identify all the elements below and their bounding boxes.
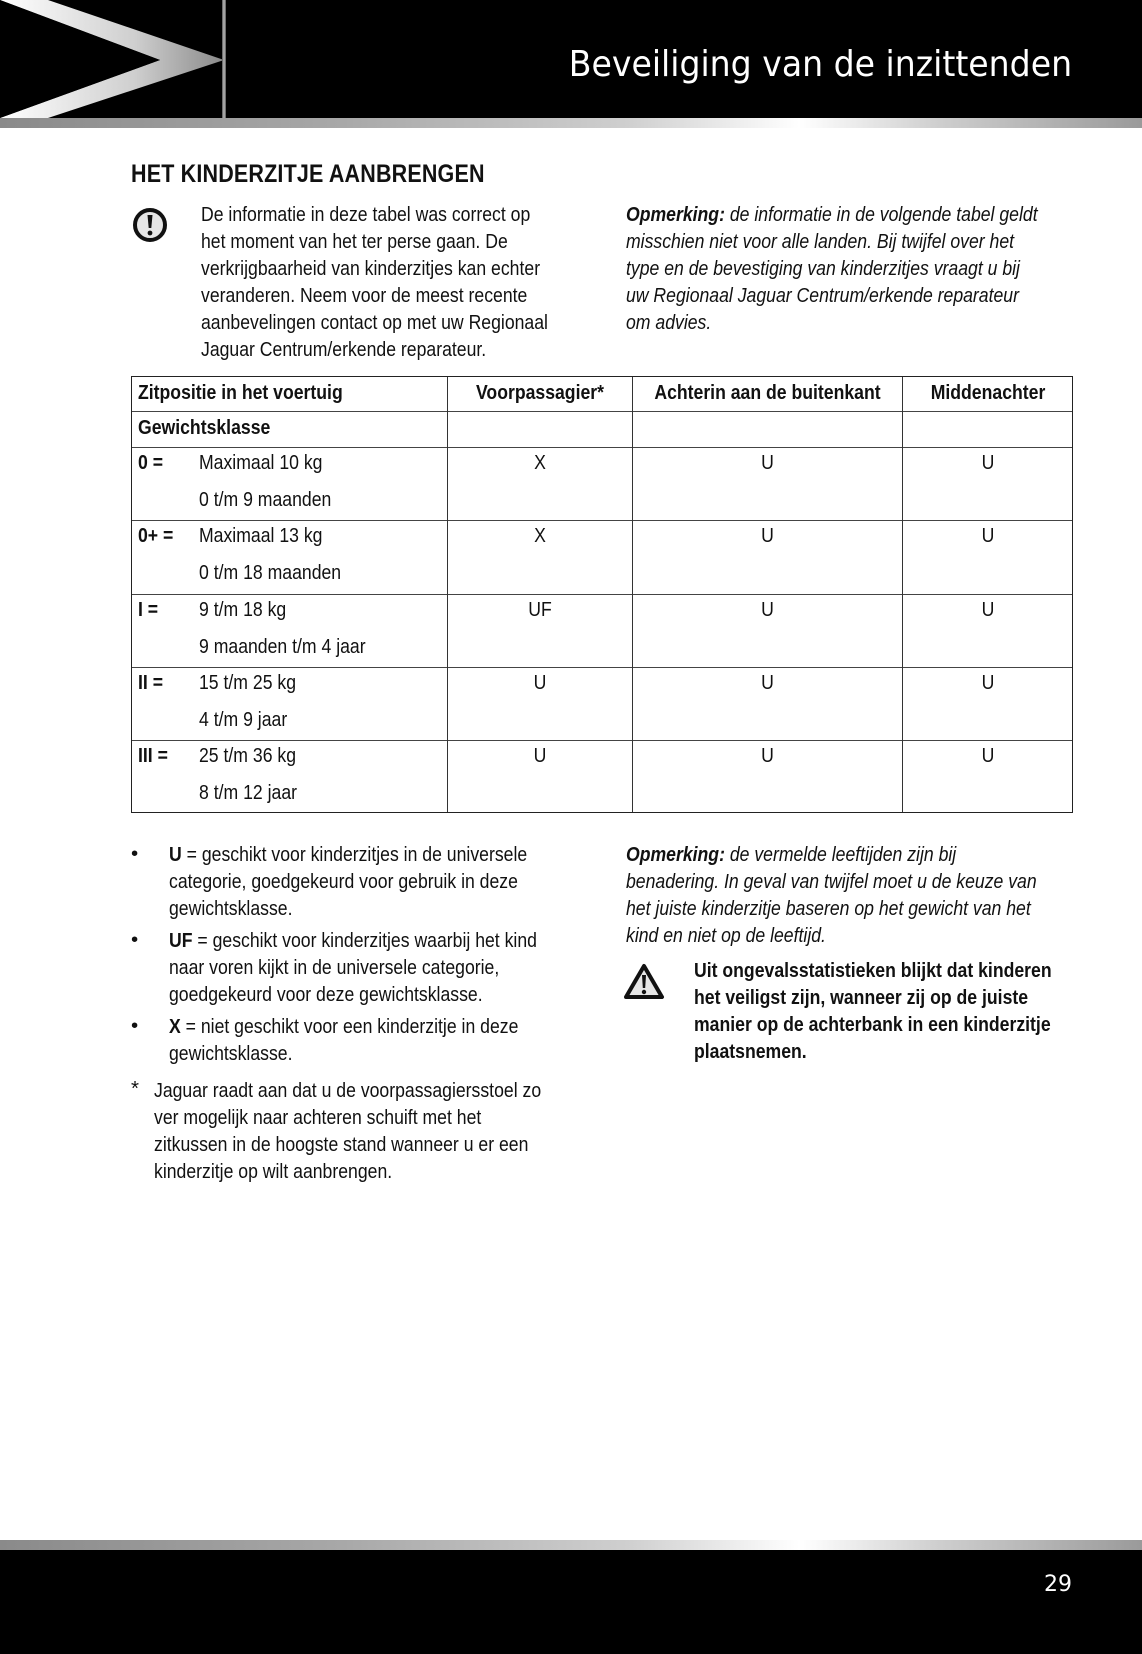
table-header-position: Zitpositie in het voertuig [138, 381, 343, 404]
front-value: U [533, 744, 547, 767]
text-line: goedgekeurd voor deze gewichtsklasse. [169, 983, 483, 1006]
page-title: Beveiliging van de inzittenden [568, 44, 1072, 85]
note-bottom [626, 841, 1037, 949]
weight-range: Maximaal 10 kg [199, 451, 323, 474]
rear-outer-value: U [761, 598, 774, 621]
weight-class: 0 = [138, 451, 164, 474]
column-divider [902, 377, 903, 812]
text-line: zitkussen in de hoogste stand wanneer u er een [154, 1133, 529, 1156]
page-footer [0, 1550, 1142, 1654]
rear-outer-value: U [761, 671, 774, 694]
bullet-marker: • [131, 842, 139, 865]
weight-class: III = [138, 744, 168, 767]
text-line: manier op de achterbank in een kinderzitje [694, 1013, 1051, 1036]
age-range: 4 t/m 9 jaar [199, 708, 288, 731]
front-value: X [534, 524, 546, 547]
weight-range: 25 t/m 36 kg [199, 744, 297, 767]
text-line: = geschikt voor kinderzitjes waarbij het kind [192, 929, 537, 952]
front-value: X [534, 451, 546, 474]
rear-outer-value: U [761, 451, 774, 474]
text-line: de informatie in de volgende tabel geldt [724, 203, 1038, 226]
text-line: = geschikt voor kinderzitjes in de universele [181, 843, 528, 866]
column-divider [632, 377, 633, 812]
weight-class: 0+ = [138, 524, 174, 547]
age-range: 0 t/m 18 maanden [199, 561, 342, 584]
row-divider [132, 667, 1072, 668]
table-header-rear-outer: Achterin aan de buitenkant [654, 381, 881, 404]
text-line: = niet geschikt voor een kinderzitje in deze [180, 1015, 519, 1038]
warning-text [694, 957, 1052, 1065]
text-line: uw Regionaal Jaguar Centrum/erkende reparateur [626, 284, 1019, 307]
intro-notice-text [201, 201, 548, 363]
rear-middle-value: U [981, 744, 995, 767]
text-line: Uit ongevalsstatistieken blijkt dat kinderen [694, 959, 1052, 982]
text-line: gewichtsklasse. [169, 1042, 293, 1065]
text-line: veranderen. Neem voor de meest recente [201, 284, 528, 307]
rear-outer-value: U [761, 524, 774, 547]
legend-key: U [169, 843, 182, 866]
weight-class: I = [138, 598, 159, 621]
text-line: misschien niet voor alle landen. Bij twijfel over het [626, 230, 1015, 253]
rear-middle-value: U [981, 524, 995, 547]
text-line: De informatie in deze tabel was correct op [201, 203, 531, 226]
text-line: Jaguar Centrum/erkende reparateur. [201, 338, 487, 361]
weight-range: Maximaal 13 kg [199, 524, 323, 547]
text-line: gewichtsklasse. [169, 897, 293, 920]
row-divider [132, 594, 1072, 595]
weight-class: II = [138, 671, 163, 694]
row-divider [132, 740, 1072, 741]
table-subheader: Gewichtsklasse [138, 416, 271, 439]
warning-triangle-icon [623, 963, 665, 1001]
text-line: het juiste kinderzitje baseren op het gewicht van het [626, 897, 1031, 920]
column-divider [447, 377, 448, 812]
footer-band [0, 1540, 1142, 1550]
text-line: plaatsnemen. [694, 1040, 807, 1063]
legend-key: UF [169, 929, 193, 952]
note-top [626, 201, 1038, 336]
header-band [0, 118, 1142, 128]
text-line: om advies. [626, 311, 712, 334]
text-line: categorie, goedgekeurd voor gebruik in deze [169, 870, 518, 893]
page-number: 29 [1044, 1572, 1072, 1597]
row-divider [132, 447, 1072, 448]
age-range: 9 maanden t/m 4 jaar [199, 635, 366, 658]
text-line: aanbevelingen contact op met uw Regionaal [201, 311, 548, 334]
weight-range: 9 t/m 18 kg [199, 598, 287, 621]
section-title: HET KINDERZITJE AANBRENGEN [131, 160, 485, 188]
legend-item-x [169, 1013, 518, 1067]
exclamation-circle-icon [132, 207, 168, 243]
text-line: type en de bevestiging van kinderzitjes vraagt u bij [626, 257, 1020, 280]
table-header-rear-middle: Middenachter [930, 381, 1046, 404]
note-label: Opmerking: [626, 843, 725, 866]
rear-middle-value: U [981, 671, 995, 694]
text-line: het moment van het ter perse gaan. De [201, 230, 508, 253]
text-line: naar voren kijkt in de universele categorie, [169, 956, 500, 979]
bullet-marker: • [131, 928, 139, 951]
table-header-front: Voorpassagier* [475, 381, 605, 404]
child-seat-table [131, 376, 1073, 813]
legend-key: X [169, 1015, 181, 1038]
text-line: kinderzitje op wilt aanbrengen. [154, 1160, 393, 1183]
age-range: 0 t/m 9 maanden [199, 488, 332, 511]
rear-middle-value: U [981, 451, 995, 474]
legend-item-uf [169, 927, 537, 1008]
text-line: benadering. In geval van twijfel moet u de keuze van [626, 870, 1037, 893]
page-header [0, 0, 1142, 118]
text-line: ver mogelijk naar achteren schuift met het [154, 1106, 482, 1129]
text-line: kind en niet op de leeftijd. [626, 924, 826, 947]
age-range: 8 t/m 12 jaar [199, 781, 297, 804]
chevron-graphic-icon [0, 0, 224, 118]
front-value: U [533, 671, 547, 694]
front-value: UF [528, 598, 552, 621]
rear-middle-value: U [981, 598, 995, 621]
legend-item-u [169, 841, 527, 922]
note-label: Opmerking: [626, 203, 725, 226]
header-divider [222, 0, 226, 118]
text-line: Jaguar raadt aan dat u de voorpassagiersstoel zo [154, 1079, 542, 1102]
text-line: verkrijgbaarheid van kinderzitjes kan echter [201, 257, 541, 280]
rear-outer-value: U [761, 744, 774, 767]
row-divider [132, 411, 1072, 412]
footnote-marker: * [131, 1077, 139, 1100]
row-divider [132, 520, 1072, 521]
footnote-text [154, 1077, 541, 1185]
bullet-marker: • [131, 1014, 139, 1037]
weight-range: 15 t/m 25 kg [199, 671, 297, 694]
text-line: de vermelde leeftijden zijn bij [724, 843, 957, 866]
text-line: het veiligst zijn, wanneer zij op de juiste [694, 986, 1029, 1009]
